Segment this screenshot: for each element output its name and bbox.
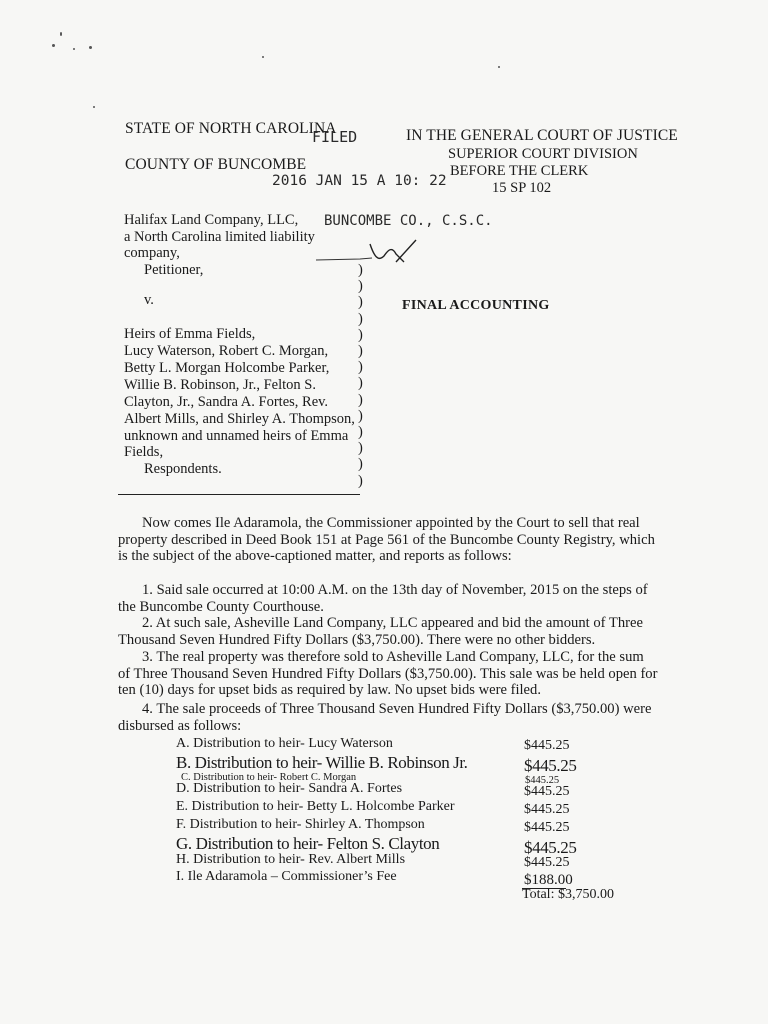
distribution-label: B. Distribution to heir- Willie B. Robinson Jr. xyxy=(176,753,468,772)
distribution-label: D. Distribution to heir- Sandra A. Fortes xyxy=(176,781,403,796)
caption-paren-column: ) ) ) ) ) ) ) ) ) ) ) ) ) ) xyxy=(358,262,363,489)
petitioner-line-1: Halifax Land Company, LLC, xyxy=(124,212,299,228)
scan-speck xyxy=(262,56,264,58)
before-clerk-heading: BEFORE THE CLERK xyxy=(450,163,589,179)
respondent-line-6: Albert Mills, and Shirley A. Thompson, xyxy=(124,411,355,427)
scan-speck xyxy=(60,32,62,36)
filed-date-stamp: 2016 JAN 15 A 10: 22 xyxy=(272,173,447,189)
filed-stamp: FILED xyxy=(312,128,358,146)
distribution-amount: $445.25 xyxy=(524,855,570,870)
state-heading: STATE OF NORTH CAROLINA xyxy=(125,120,337,137)
clerk-stamp: BUNCOMBE CO., C.S.C. xyxy=(324,213,493,229)
distribution-amount: $445.25 xyxy=(524,738,570,753)
paragraph-1: 1. Said sale occurred at 10:00 A.M. on the 13th day of November, 2015 on the steps of the Buncombe County Courthouse. xyxy=(118,582,648,615)
respondent-line-1: Heirs of Emma Fields, xyxy=(124,326,256,342)
intro-paragraph: Now comes Ile Adaramola, the Commissioner appointed by the Court to sell that real property described in Deed Book 151 at Page 561 of the Buncombe County Registry, which is the subject of the above-captioned matter, and reports as follows: xyxy=(118,515,655,564)
petitioner-label: Petitioner, xyxy=(144,262,204,278)
signature-mark xyxy=(312,232,422,272)
petitioner-line-2: a North Carolina limited liability xyxy=(124,229,315,245)
scan-speck xyxy=(498,66,500,68)
versus: v. xyxy=(144,292,154,308)
respondent-line-2: Lucy Waterson, Robert C. Morgan, xyxy=(124,343,329,359)
distribution-label: I. Ile Adaramola – Commissioner’s Fee xyxy=(176,869,397,884)
distribution-total: Total: $3,750.00 xyxy=(522,887,614,902)
respondent-line-3: Betty L. Morgan Holcombe Parker, xyxy=(124,360,330,376)
respondent-line-4: Willie B. Robinson, Jr., Felton S. xyxy=(124,377,316,393)
distribution-amount: $445.25 xyxy=(524,756,577,775)
distribution-amount: $445.25 xyxy=(524,784,570,799)
petitioner-line-3: company, xyxy=(124,245,180,261)
distribution-label: H. Distribution to heir- Rev. Albert Mills xyxy=(176,852,406,867)
paragraph-4: 4. The sale proceeds of Three Thousand Seven Hundred Fifty Dollars ($3,750.00) were disbursed as follows: xyxy=(118,701,652,734)
distribution-amount: $445.25 xyxy=(525,775,560,786)
caption-bottom-rule xyxy=(118,494,360,495)
distribution-amount: $445.25 xyxy=(524,820,570,835)
distribution-label: G. Distribution to heir- Felton S. Clayton xyxy=(176,834,440,853)
scan-speck xyxy=(73,48,75,50)
scan-speck xyxy=(52,44,55,47)
respondent-line-8: Fields, xyxy=(124,444,164,460)
paragraph-3: 3. The real property was therefore sold to Asheville Land Company, LLC, for the sum of Three Thousand Seven Hundred Fifty Dollars ($3,750.00). This sale was be held open for ten (10) days for upset bids as required by law. No upset bids were filed. xyxy=(118,649,658,698)
respondent-line-5: Clayton, Jr., Sandra A. Fortes, Rev. xyxy=(124,394,329,410)
distribution-label: A. Distribution to heir- Lucy Waterson xyxy=(176,736,393,751)
court-heading: IN THE GENERAL COURT OF JUSTICE xyxy=(406,127,678,144)
distribution-label: F. Distribution to heir- Shirley A. Thompson xyxy=(176,817,425,832)
scan-speck xyxy=(93,106,95,108)
distribution-label: C. Distribution to heir- Robert C. Morgan xyxy=(181,772,357,783)
division-heading: SUPERIOR COURT DIVISION xyxy=(448,146,638,162)
respondent-line-7: unknown and unnamed heirs of Emma xyxy=(124,428,349,444)
respondents-label: Respondents. xyxy=(144,461,222,477)
county-heading: COUNTY OF BUNCOMBE xyxy=(125,156,307,173)
distribution-amount: $445.25 xyxy=(524,802,570,817)
distribution-amount: $188.00 xyxy=(524,872,573,888)
document-title: FINAL ACCOUNTING xyxy=(402,298,550,313)
distribution-amount: $445.25 xyxy=(524,838,577,857)
paragraph-2: 2. At such sale, Asheville Land Company, LLC appeared and bid the amount of Three Thousand Seven Hundred Fifty Dollars ($3,750.00). There were no other bidders. xyxy=(118,615,643,648)
scan-speck xyxy=(89,46,92,49)
file-number: 15 SP 102 xyxy=(492,180,552,196)
distribution-label: E. Distribution to heir- Betty L. Holcombe Parker xyxy=(176,799,455,814)
